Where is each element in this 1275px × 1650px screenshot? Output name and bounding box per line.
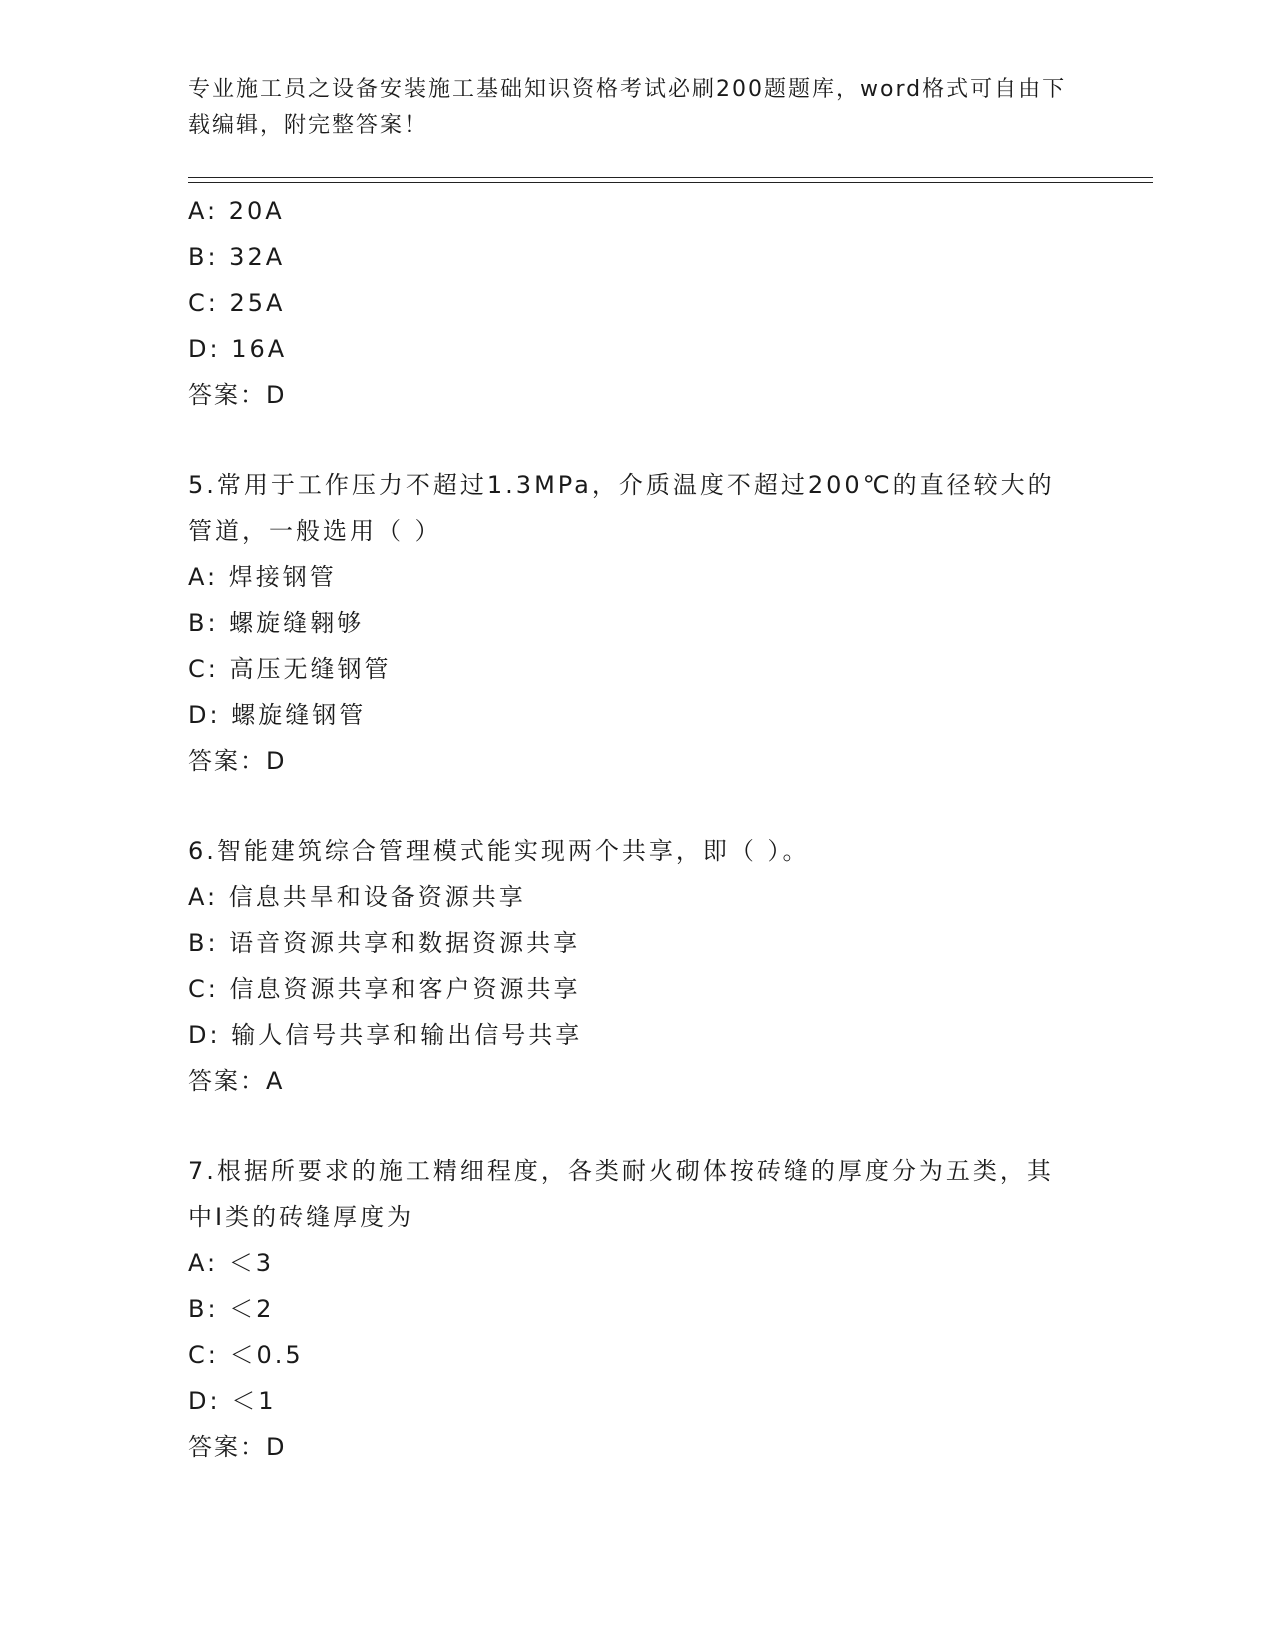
option-c: C: 25A <box>188 289 286 317</box>
question-text: 6.智能建筑综合管理模式能实现两个共享，即（ ）。 <box>188 837 810 865</box>
question-7 <box>188 1148 1068 1470</box>
option-d: D: 输人信号共享和输出信号共享 <box>188 1021 583 1049</box>
question-list <box>188 188 1068 1470</box>
header-divider-bottom <box>188 182 1153 183</box>
option-c: C: 信息资源共享和客户资源共享 <box>188 975 581 1003</box>
answer: 答案：A <box>188 1067 285 1095</box>
option-a: A: 信息共旱和设备资源共享 <box>188 883 526 911</box>
question-6 <box>188 828 1068 1104</box>
question-5 <box>188 462 1068 784</box>
option-b: B: 语音资源共享和数据资源共享 <box>188 929 581 957</box>
option-d: D: 16A <box>188 335 288 363</box>
answer: 答案：D <box>188 381 287 409</box>
option-a: A: 20A <box>188 197 285 225</box>
document-header: 专业施工员之设备安装施工基础知识资格考试必刷200题题库，word格式可自由下载编辑，附完整答案！ <box>188 77 1067 138</box>
header-divider-top <box>188 177 1153 178</box>
option-a: A: 焊接钢管 <box>188 563 337 591</box>
answer: 答案：D <box>188 747 287 775</box>
option-b: B: ＜2 <box>188 1295 275 1323</box>
option-b: B: 32A <box>188 243 286 271</box>
option-b: B: 螺旋缝翱够 <box>188 609 365 637</box>
option-d: D: 螺旋缝钢管 <box>188 701 367 729</box>
question-4 <box>188 188 1068 418</box>
option-a: A: ＜3 <box>188 1249 274 1277</box>
option-c: C: 高压无缝钢管 <box>188 655 392 683</box>
question-text: 7.根据所要求的施工精细程度，各类耐火砌体按砖缝的厚度分为五类，其中I类的砖缝厚度为 <box>188 1157 1054 1231</box>
question-text: 5.常用于工作压力不超过1.3MPa，介质温度不超过200℃的直径较大的管道，一般选用（ ） <box>188 471 1055 545</box>
option-c: C: ＜0.5 <box>188 1341 304 1369</box>
answer: 答案：D <box>188 1433 287 1461</box>
option-d: D: ＜1 <box>188 1387 277 1415</box>
